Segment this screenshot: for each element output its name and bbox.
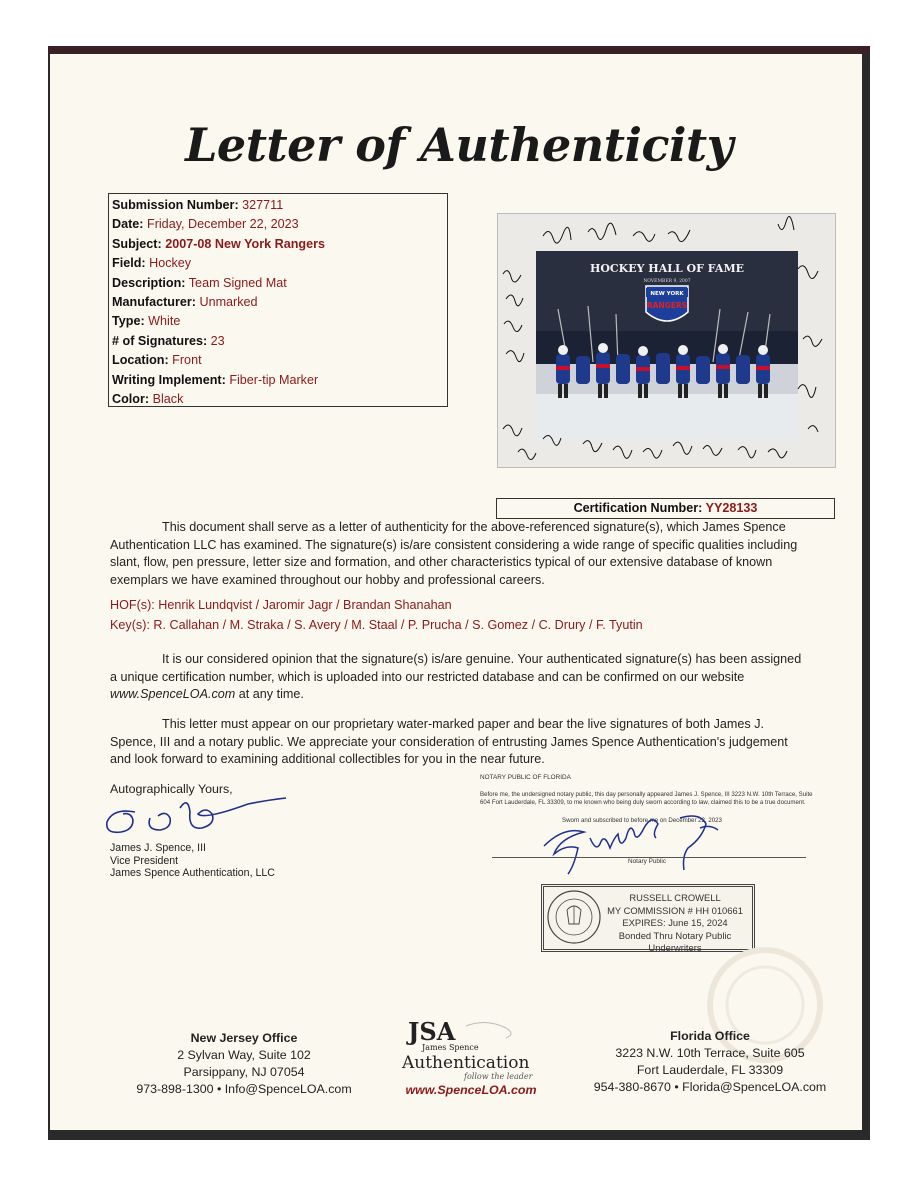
fl-office-heading: Florida Office (670, 1029, 750, 1043)
stamp-commission: MY COMMISSION # HH 010661 (607, 904, 743, 916)
photo-logo-main: RANGERS (646, 301, 688, 310)
detail-label: # of Signatures: (112, 333, 208, 348)
detail-value: Unmarked (199, 295, 258, 310)
detail-row (112, 371, 447, 390)
detail-label: Subject: (112, 236, 162, 251)
notary-public-label: Notary Public (628, 858, 667, 865)
logo-authentication: Authentication (402, 1053, 530, 1073)
detail-value: Fiber-tip Marker (229, 372, 319, 387)
detail-label: Field: (112, 256, 146, 271)
detail-row (112, 215, 447, 234)
fl-office-line1: 3223 N.W. 10th Terrace, Suite 605 (615, 1046, 805, 1060)
new-jersey-office (114, 1030, 374, 1098)
certification-number-box (496, 498, 835, 519)
detail-value: Black (152, 392, 184, 407)
logo-jsa: JSA (408, 1017, 456, 1046)
detail-row (112, 312, 447, 331)
stamp-bonded: Bonded Thru Notary Public Underwriters (618, 929, 732, 954)
photo-banner-title: HOCKEY HALL OF FAME (589, 262, 745, 275)
jsa-website[interactable]: www.SpenceLOA.com (405, 1083, 537, 1097)
opinion-paragraph (110, 651, 810, 704)
spence-signature (100, 788, 300, 838)
detail-row (112, 293, 447, 312)
letter-title: Letter of Authenticity (185, 118, 733, 172)
detail-value: White (148, 314, 181, 329)
florida-office (565, 1028, 855, 1096)
nj-office-heading: New Jersey Office (190, 1031, 298, 1045)
signer-name: James J. Spence, III (110, 842, 206, 854)
watermark-paragraph (110, 716, 810, 769)
detail-value: Team Signed Mat (188, 275, 287, 290)
keys-line: Key(s): R. Callahan / M. Straka / S. Avery / M. Staal / P. Prucha / S. Gomez / C. Drury / F. Tyutin (110, 618, 643, 632)
detail-value: 2007-08 New York Rangers (165, 236, 326, 251)
detail-row (112, 390, 447, 409)
closing-line: Autographically Yours, (110, 782, 233, 796)
detail-value: Front (172, 353, 202, 368)
nj-office-line2: Parsippany, NJ 07054 (183, 1065, 305, 1079)
jsa-logo (386, 1014, 556, 1084)
detail-label: Description: (112, 275, 186, 290)
detail-row (112, 254, 447, 273)
paragraph-3-text: This letter must appear on our proprietary water-marked paper and bear the live signatures of both James J. Spence, III and a notary public. We appreciate your consideration of entrusting James Spence Authentication's judgement and look forward to examining additional collectibles for you in the near future. (110, 717, 788, 767)
detail-value: Friday, December 22, 2023 (147, 217, 299, 232)
signer-title: Vice President (110, 854, 179, 867)
photo-logo-top: NEW YORK (650, 291, 684, 297)
detail-label: Color: (112, 392, 150, 407)
detail-label: Type: (112, 314, 145, 329)
detail-row (112, 351, 447, 370)
photo-banner-date: NOVEMBER 9, 2007 (643, 279, 691, 284)
nj-office-line3: 973-898-1300 • Info@SpenceLOA.com (136, 1082, 352, 1096)
detail-label: Location: (112, 353, 169, 368)
paragraph-2-end: at any time. (235, 687, 304, 702)
certification-label: Certification Number: (573, 501, 703, 515)
detail-value: 23 (210, 333, 225, 348)
notary-seal-icon (545, 888, 603, 946)
detail-label: Manufacturer: (112, 295, 196, 310)
notary-statement: Before me, the undersigned notary public, this day personally appeared James J. Spence, III 3223 N.W. 10th Terrace, Suite 604 Fort Lauderdale, FL 33309, to me known who being duly sworn according to law, claimed this to be a true document. (480, 791, 813, 806)
fl-office-line2: Fort Lauderdale, FL 33309 (636, 1063, 784, 1077)
detail-label: Date: (112, 217, 144, 232)
signer-company: James Spence Authentication, LLC (110, 867, 275, 880)
frame-top-edge (48, 46, 870, 54)
logo-james-spence: James Spence (422, 1043, 479, 1052)
signed-mat-photo (497, 213, 836, 468)
stamp-name: RUSSELL CROWELL (629, 892, 721, 903)
paragraph-2-text: It is our considered opinion that the signature(s) is/are genuine. Your authenticated signature(s) has been assigned a unique certification number, which is uploaded into our restricted database and can be confirmed on our website (110, 652, 802, 684)
certification-value: YY28133 (705, 501, 758, 515)
submission-details-box (108, 193, 448, 407)
detail-row (112, 196, 447, 215)
hof-line: HOF(s): Henrik Lundqvist / Jaromir Jagr / Brandan Shanahan (110, 598, 452, 612)
detail-row (112, 274, 447, 293)
detail-value: Hockey (149, 256, 192, 271)
detail-label: Submission Number: (112, 198, 239, 212)
signer-block (110, 842, 275, 880)
logo-tagline: follow the leader (464, 1072, 533, 1081)
detail-value: 327711 (242, 198, 284, 212)
notary-signature (530, 808, 750, 878)
team-photo-illustration (498, 214, 835, 467)
authenticity-paragraph (110, 519, 810, 589)
paragraph-1-text: This document shall serve as a letter of authenticity for the above-referenced signature(s), which James Spence Authentication LLC has examined. The signature(s) is/are consistent considering a wide range of specific qualities including slant, flow, pen pressure, letter size and formation, and other characteristics typical of our extensive database of known exemplars we have examined throughout our hobby and professional careers. (110, 520, 798, 587)
nj-office-line1: 2 Sylvan Way, Suite 102 (177, 1048, 311, 1062)
website-link[interactable]: www.SpenceLOA.com (110, 687, 236, 702)
notary-sworn-line: Sworn and subscribed to before me on December 22, 2023 (562, 817, 722, 824)
detail-row (112, 332, 447, 351)
fl-office-line3: 954-380-8670 • Florida@SpenceLOA.com (593, 1080, 827, 1094)
detail-row (112, 235, 447, 254)
stamp-expires: EXPIRES: June 15, 2024 (622, 917, 728, 929)
detail-label: Writing Implement: (112, 372, 226, 387)
notary-header: NOTARY PUBLIC OF FLORIDA (480, 774, 571, 781)
